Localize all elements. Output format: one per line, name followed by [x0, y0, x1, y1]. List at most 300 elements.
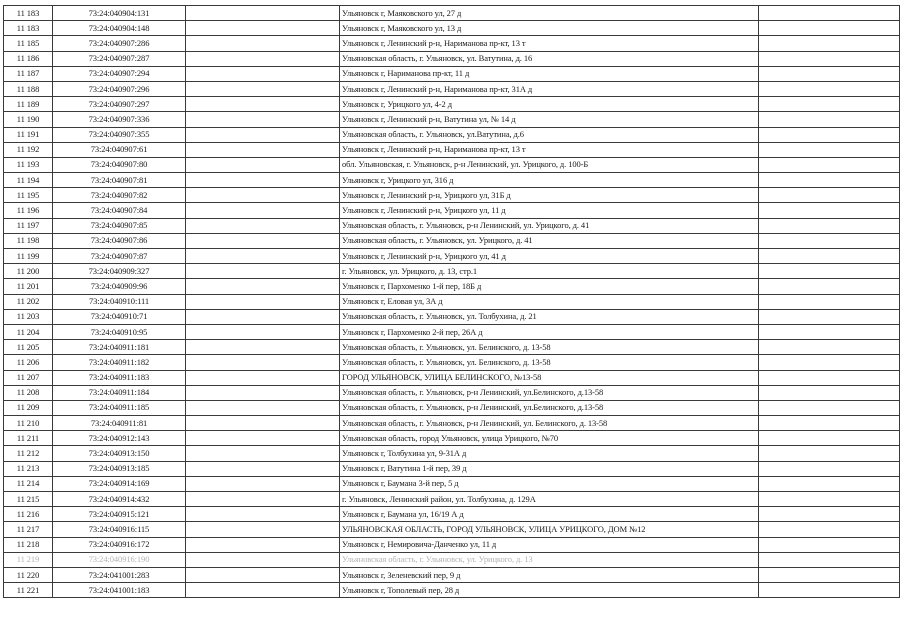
empty-cell [759, 279, 900, 294]
cadastral-number-text: 73:24:040907:81 [90, 174, 148, 185]
table-row [4, 279, 900, 294]
row-number-cell [4, 492, 53, 507]
cadastral-number-cell [53, 294, 186, 309]
cadastral-number-cell [53, 370, 186, 385]
cadastral-number-cell [53, 218, 186, 233]
empty-cell [759, 264, 900, 279]
row-number-cell [4, 431, 53, 446]
address-cell [340, 264, 759, 279]
empty-cell [759, 340, 900, 355]
row-number-text: 11 185 [16, 37, 40, 48]
row-number-cell [4, 324, 53, 339]
table-row [4, 127, 900, 142]
table-row [4, 476, 900, 491]
address-text: Ульяновск г, Пархоменко 2-й пер, 26А д [342, 326, 483, 337]
address-cell [340, 203, 759, 218]
cadastral-number-text: 73:24:040911:185 [88, 402, 150, 413]
row-number-text: 11 207 [16, 372, 40, 383]
address-cell [340, 400, 759, 415]
cadastral-number-text: 73:24:040907:286 [88, 37, 150, 48]
address-cell [340, 446, 759, 461]
cadastral-number-cell [53, 51, 186, 66]
cadastral-number-text: 73:24:040911:183 [88, 372, 150, 383]
address-cell [340, 552, 759, 567]
address-cell [340, 431, 759, 446]
address-text: Ульяновская область, г. Ульяновск, ул.Ватутина, д.6 [342, 129, 524, 140]
address-cell [340, 21, 759, 36]
address-cell [340, 218, 759, 233]
empty-cell [186, 340, 340, 355]
row-number-text: 11 197 [16, 220, 40, 231]
address-text: Ульяновская область, г. Ульяновск, ул. Толбухина, д. 21 [342, 311, 537, 322]
row-number-text: 11 186 [16, 53, 40, 64]
cadastral-number-cell [53, 188, 186, 203]
empty-cell [759, 127, 900, 142]
row-number-text: 11 202 [16, 296, 40, 307]
cadastral-number-cell [53, 203, 186, 218]
empty-cell [186, 537, 340, 552]
cadastral-number-text: 73:24:040907:87 [90, 250, 148, 261]
row-number-cell [4, 203, 53, 218]
table-row [4, 340, 900, 355]
cadastral-number-text: 73:24:041001:283 [88, 569, 150, 580]
table-row [4, 309, 900, 324]
cadastral-number-text: 73:24:040907:82 [90, 189, 148, 200]
cadastral-number-cell [53, 552, 186, 567]
empty-cell [186, 355, 340, 370]
address-cell [340, 233, 759, 248]
address-cell [340, 279, 759, 294]
row-number-text: 11 194 [16, 174, 40, 185]
cadastral-number-text: 73:24:040913:150 [88, 448, 150, 459]
row-number-cell [4, 400, 53, 415]
cadastral-number-cell [53, 112, 186, 127]
empty-cell [759, 97, 900, 112]
cadastral-number-text: 73:24:040912:143 [88, 432, 150, 443]
cadastral-number-text: 73:24:040916:172 [88, 539, 150, 550]
table-row [4, 142, 900, 157]
row-number-text: 11 209 [16, 402, 40, 413]
empty-cell [186, 127, 340, 142]
address-cell [340, 385, 759, 400]
empty-cell [759, 567, 900, 582]
row-number-cell [4, 249, 53, 264]
address-text: Ульяновская область, г. Ульяновск, ул. Белинского, д. 13-58 [342, 356, 551, 367]
empty-cell [759, 36, 900, 51]
cadastral-number-text: 73:24:040907:355 [88, 129, 150, 140]
empty-cell [759, 492, 900, 507]
table-row [4, 431, 900, 446]
empty-cell [186, 249, 340, 264]
table-row [4, 97, 900, 112]
empty-cell [186, 324, 340, 339]
row-number-text: 11 210 [16, 417, 40, 428]
address-text: Ульяновск г, Ленинский р-н, Нариманова пр-кт, 13 т [342, 37, 526, 48]
row-number-cell [4, 173, 53, 188]
row-number-cell [4, 461, 53, 476]
address-cell [340, 461, 759, 476]
row-number-cell [4, 36, 53, 51]
table-row [4, 355, 900, 370]
address-cell [340, 583, 759, 598]
empty-cell [759, 400, 900, 415]
empty-cell [759, 294, 900, 309]
row-number-text: 11 203 [16, 311, 40, 322]
table-row [4, 51, 900, 66]
empty-cell [759, 6, 900, 21]
row-number-cell [4, 188, 53, 203]
cadastral-number-text: 73:24:040904:148 [88, 22, 150, 33]
row-number-cell [4, 522, 53, 537]
empty-cell [186, 400, 340, 415]
row-number-text: 11 200 [16, 265, 40, 276]
cadastral-number-cell [53, 400, 186, 415]
table-row [4, 370, 900, 385]
empty-cell [759, 218, 900, 233]
cadastral-number-text: 73:24:040907:86 [90, 235, 148, 246]
address-text: г. Ульяновск, Ленинский район, ул. Толбухина, д. 129А [342, 493, 536, 504]
empty-cell [186, 157, 340, 172]
address-text: г. Ульяновск, ул. Урицкого, д. 13, стр.1 [342, 265, 478, 276]
empty-cell [186, 309, 340, 324]
empty-cell [186, 461, 340, 476]
empty-cell [759, 537, 900, 552]
address-cell [340, 309, 759, 324]
cadastral-number-cell [53, 81, 186, 96]
row-number-text: 11 190 [16, 113, 40, 124]
address-cell [340, 492, 759, 507]
empty-cell [759, 507, 900, 522]
address-cell [340, 173, 759, 188]
empty-cell [186, 370, 340, 385]
table-row [4, 21, 900, 36]
address-cell [340, 142, 759, 157]
table-row [4, 6, 900, 21]
cadastral-number-cell [53, 249, 186, 264]
empty-cell [186, 567, 340, 582]
address-cell [340, 97, 759, 112]
empty-cell [186, 36, 340, 51]
cadastral-number-text: 73:24:040907:287 [88, 53, 150, 64]
address-text: Ульяновск г, Баумана ул, 16/19 А д [342, 508, 464, 519]
address-text: Ульяновская область, г. Ульяновск, ул. Урицкого, д. 41 [342, 235, 533, 246]
row-number-text: 11 183 [16, 7, 40, 18]
address-cell [340, 416, 759, 431]
empty-cell [186, 21, 340, 36]
row-number-cell [4, 294, 53, 309]
table-row [4, 461, 900, 476]
cadastral-number-cell [53, 476, 186, 491]
cadastral-number-cell [53, 233, 186, 248]
cadastral-number-text: 73:24:040909:327 [88, 265, 150, 276]
cadastral-number-text: 73:24:040904:131 [88, 7, 150, 18]
cadastral-number-cell [53, 461, 186, 476]
address-cell [340, 537, 759, 552]
address-text: Ульяновская область, г. Ульяновск, р-н Ленинский, ул.Белинского, д.13-58 [342, 402, 604, 413]
cadastral-number-text: 73:24:040907:84 [90, 205, 148, 216]
cadastral-number-cell [53, 36, 186, 51]
cadastral-number-cell [53, 507, 186, 522]
row-number-cell [4, 218, 53, 233]
table-row [4, 400, 900, 415]
empty-cell [186, 233, 340, 248]
row-number-cell [4, 309, 53, 324]
cadastral-number-cell [53, 6, 186, 21]
address-text: Ульяновская область, г. Ульяновск, р-н Ленинский, ул. Белинского, д. 13-58 [342, 417, 608, 428]
row-number-text: 11 214 [16, 478, 40, 489]
table-row [4, 324, 900, 339]
empty-cell [759, 370, 900, 385]
cadastral-number-cell [53, 340, 186, 355]
cadastral-number-cell [53, 173, 186, 188]
address-text: УЛЬЯНОВСКАЯ ОБЛАСТЬ, ГОРОД УЛЬЯНОВСК, УЛИЦА УРИЦКОГО, ДОМ №12 [342, 523, 646, 534]
row-number-cell [4, 370, 53, 385]
address-text: Ульяновская область, г. Ульяновск, ул. Урицкого, д. 13 [342, 554, 533, 565]
cadastral-number-cell [53, 21, 186, 36]
row-number-cell [4, 81, 53, 96]
cadastral-number-text: 73:24:040910:71 [90, 311, 148, 322]
row-number-cell [4, 21, 53, 36]
cadastral-number-cell [53, 66, 186, 81]
row-number-text: 11 212 [16, 448, 40, 459]
cadastral-number-text: 73:24:040911:181 [88, 341, 150, 352]
table-row [4, 233, 900, 248]
address-cell [340, 522, 759, 537]
row-number-text: 11 213 [16, 463, 40, 474]
row-number-text: 11 201 [16, 280, 40, 291]
table-row [4, 294, 900, 309]
empty-cell [759, 203, 900, 218]
empty-cell [186, 66, 340, 81]
empty-cell [759, 112, 900, 127]
cadastral-number-text: 73:24:040907:297 [88, 98, 150, 109]
cadastral-number-text: 73:24:040915:121 [88, 508, 150, 519]
row-number-text: 11 221 [16, 584, 40, 595]
cadastral-number-cell [53, 264, 186, 279]
address-cell [340, 157, 759, 172]
address-cell [340, 324, 759, 339]
row-number-text: 11 206 [16, 356, 40, 367]
table-row [4, 36, 900, 51]
cadastral-number-text: 73:24:040907:85 [90, 220, 148, 231]
row-number-cell [4, 51, 53, 66]
address-text: Ульяновск г, Тополевый пер, 28 д [342, 584, 460, 595]
empty-cell [759, 142, 900, 157]
address-cell [340, 567, 759, 582]
row-number-text: 11 187 [16, 68, 40, 79]
row-number-cell [4, 264, 53, 279]
cadastral-number-text: 73:24:040916:115 [88, 523, 150, 534]
address-cell [340, 476, 759, 491]
row-number-text: 11 188 [16, 83, 40, 94]
row-number-cell [4, 233, 53, 248]
address-cell [340, 66, 759, 81]
cadastral-number-cell [53, 279, 186, 294]
address-cell [340, 340, 759, 355]
table-row [4, 537, 900, 552]
row-number-text: 11 193 [16, 159, 40, 170]
address-cell [340, 294, 759, 309]
row-number-cell [4, 567, 53, 582]
cadastral-number-cell [53, 157, 186, 172]
address-cell [340, 6, 759, 21]
address-text: Ульяновск г, Ленинский р-н, Ватутина ул, № 14 д [342, 113, 516, 124]
empty-cell [759, 81, 900, 96]
registry-table-body [4, 6, 900, 598]
registry-table [3, 5, 900, 598]
cadastral-number-text: 73:24:040907:294 [88, 68, 150, 79]
table-row [4, 583, 900, 598]
address-text: Ульяновск г, Маяковского ул, 13 д [342, 22, 462, 33]
address-cell [340, 249, 759, 264]
empty-cell [759, 173, 900, 188]
address-text: Ульяновск г, Ленинский р-н, Урицкого ул, 31Б д [342, 189, 511, 200]
empty-cell [186, 476, 340, 491]
empty-cell [759, 416, 900, 431]
empty-cell [186, 218, 340, 233]
address-cell [340, 81, 759, 96]
empty-cell [759, 233, 900, 248]
empty-cell [186, 173, 340, 188]
row-number-text: 11 217 [16, 523, 40, 534]
empty-cell [186, 81, 340, 96]
empty-cell [759, 355, 900, 370]
empty-cell [186, 385, 340, 400]
row-number-text: 11 183 [16, 22, 40, 33]
address-text: Ульяновск г, Нариманова пр-кт, 11 д [342, 68, 470, 79]
address-text: Ульяновская область, город Ульяновск, улица Урицкого, №70 [342, 432, 559, 443]
table-row [4, 385, 900, 400]
row-number-text: 11 218 [16, 539, 40, 550]
empty-cell [186, 507, 340, 522]
empty-cell [186, 279, 340, 294]
address-cell [340, 188, 759, 203]
cadastral-number-text: 73:24:040910:95 [90, 326, 148, 337]
empty-cell [759, 522, 900, 537]
row-number-cell [4, 97, 53, 112]
address-text: Ульяновская область, г. Ульяновск, р-н Ленинский, ул.Белинского, д.13-58 [342, 387, 604, 398]
row-number-cell [4, 385, 53, 400]
table-row [4, 66, 900, 81]
empty-cell [759, 446, 900, 461]
empty-cell [186, 416, 340, 431]
empty-cell [186, 97, 340, 112]
empty-cell [186, 112, 340, 127]
address-cell [340, 36, 759, 51]
row-number-text: 11 195 [16, 189, 40, 200]
row-number-cell [4, 507, 53, 522]
row-number-cell [4, 552, 53, 567]
address-cell [340, 370, 759, 385]
address-text: Ульяновск г, Ленинский р-н, Урицкого ул, 11 д [342, 205, 506, 216]
row-number-cell [4, 112, 53, 127]
address-text: Ульяновск г, Урицкого ул, 4-2 д [342, 98, 452, 109]
empty-cell [759, 385, 900, 400]
empty-cell [186, 264, 340, 279]
empty-cell [759, 66, 900, 81]
empty-cell [186, 446, 340, 461]
table-row [4, 218, 900, 233]
cadastral-number-text: 73:24:040914:432 [88, 493, 150, 504]
cadastral-number-cell [53, 142, 186, 157]
row-number-cell [4, 142, 53, 157]
cadastral-number-text: 73:24:041001:183 [88, 584, 150, 595]
empty-cell [759, 552, 900, 567]
row-number-cell [4, 583, 53, 598]
table-row [4, 507, 900, 522]
cadastral-number-text: 73:24:040909:96 [90, 280, 148, 291]
empty-cell [186, 431, 340, 446]
address-text: Ульяновск г, Ленинский р-н, Нариманова пр-кт, 13 т [342, 144, 526, 155]
row-number-cell [4, 446, 53, 461]
address-cell [340, 112, 759, 127]
empty-cell [186, 294, 340, 309]
row-number-cell [4, 66, 53, 81]
address-text: Ульяновск г, Ленинский р-н, Урицкого ул, 41 д [342, 250, 506, 261]
cadastral-number-cell [53, 583, 186, 598]
empty-cell [186, 552, 340, 567]
address-text: Ульяновск г, Урицкого ул, 316 д [342, 174, 454, 185]
address-text: ГОРОД УЛЬЯНОВСК, УЛИЦА БЕЛИНСКОГО, №13-58 [342, 372, 542, 383]
cadastral-number-cell [53, 385, 186, 400]
row-number-text: 11 220 [16, 569, 40, 580]
empty-cell [759, 51, 900, 66]
row-number-text: 11 211 [16, 432, 40, 443]
address-text: Ульяновская область, г. Ульяновск, ул. Ватутина, д. 16 [342, 53, 533, 64]
cadastral-number-cell [53, 97, 186, 112]
address-text: Ульяновск г, Ватутина 1-й пер, 39 д [342, 463, 467, 474]
address-cell [340, 51, 759, 66]
table-row [4, 264, 900, 279]
cadastral-number-text: 73:24:040911:81 [90, 417, 148, 428]
cadastral-number-cell [53, 309, 186, 324]
table-row [4, 112, 900, 127]
address-text: Ульяновск г, Толбухина ул, 9-31А д [342, 448, 467, 459]
cadastral-number-text: 73:24:040910:111 [88, 296, 150, 307]
address-cell [340, 127, 759, 142]
row-number-text: 11 205 [16, 341, 40, 352]
empty-cell [186, 522, 340, 537]
address-text: обл. Ульяновская, г. Ульяновск, р-н Ленинский, ул. Урицкого, д. 100-Б [342, 159, 589, 170]
cadastral-number-text: 73:24:040913:185 [88, 463, 150, 474]
row-number-cell [4, 416, 53, 431]
cadastral-number-cell [53, 522, 186, 537]
table-row [4, 173, 900, 188]
address-text: Ульяновская область, г. Ульяновск, ул. Белинского, д. 13-58 [342, 341, 551, 352]
cadastral-number-text: 73:24:040911:184 [88, 387, 150, 398]
address-text: Ульяновская область, г. Ульяновск, р-н Ленинский, ул. Урицкого, д. 41 [342, 220, 590, 231]
empty-cell [759, 431, 900, 446]
address-cell [340, 355, 759, 370]
cadastral-number-cell [53, 446, 186, 461]
cadastral-number-text: 73:24:040916:190 [88, 554, 150, 565]
empty-cell [759, 461, 900, 476]
row-number-text: 11 204 [16, 326, 40, 337]
empty-cell [186, 203, 340, 218]
row-number-text: 11 196 [16, 205, 40, 216]
table-row [4, 416, 900, 431]
row-number-cell [4, 127, 53, 142]
cadastral-number-text: 73:24:040911:182 [88, 356, 150, 367]
row-number-text: 11 216 [16, 508, 40, 519]
cadastral-number-text: 73:24:040907:80 [90, 159, 148, 170]
row-number-text: 11 208 [16, 387, 40, 398]
table-row [4, 552, 900, 567]
table-row [4, 188, 900, 203]
empty-cell [759, 476, 900, 491]
cadastral-number-cell [53, 492, 186, 507]
cadastral-number-cell [53, 355, 186, 370]
